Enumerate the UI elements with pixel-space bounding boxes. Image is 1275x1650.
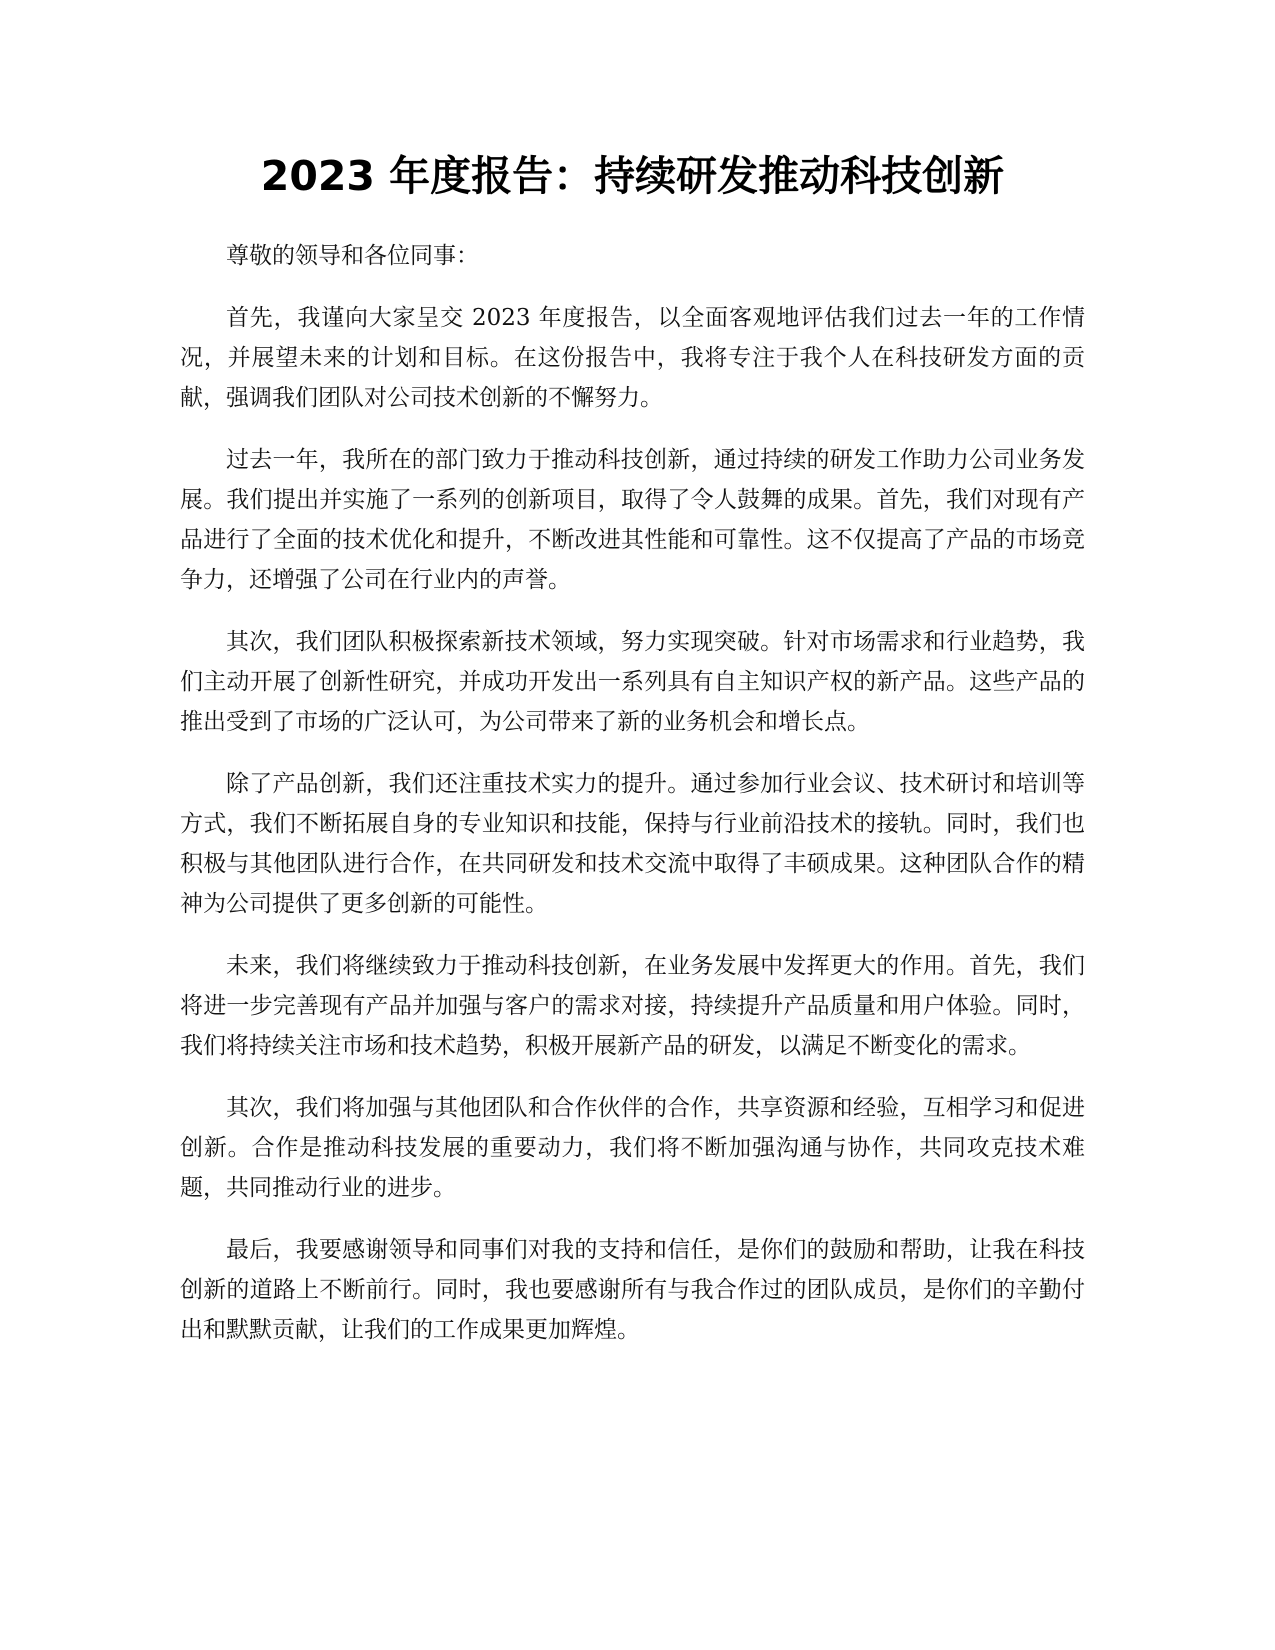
- paragraph-introduction: 首先，我谨向大家呈交 2023 年度报告，以全面客观地评估我们过去一年的工作情况，并展望未来的计划和目标。在这份报告中，我将专注于我个人在科技研发方面的贡献，强调我们团队对公司技术创新的不懈努力。: [180, 305, 1085, 411]
- paragraph-past-year: 过去一年，我所在的部门致力于推动科技创新，通过持续的研发工作助力公司业务发展。我们提出并实施了一系列的创新项目，取得了令人鼓舞的成果。首先，我们对现有产品进行了全面的技术优化和提升，不断改进其性能和可靠性。这不仅提高了产品的市场竞争力，还增强了公司在行业内的声誉。: [180, 447, 1085, 593]
- document-title: 2023 年度报告：持续研发推动科技创新: [260, 152, 1005, 200]
- paragraph-salutation: 尊敬的领导和各位同事：: [226, 243, 479, 269]
- paragraph-future-plans: 未来，我们将继续致力于推动科技创新，在业务发展中发挥更大的作用。首先，我们将进一步完善现有产品并加强与客户的需求对接，持续提升产品质量和用户体验。同时，我们将持续关注市场和技术趋势，积极开展新产品的研发，以满足不断变化的需求。: [180, 953, 1085, 1059]
- document-page: [180, 0, 1085, 1650]
- paragraph-technical-strength: 除了产品创新，我们还注重技术实力的提升。通过参加行业会议、技术研讨和培训等方式，我们不断拓展自身的专业知识和技能，保持与行业前沿技术的接轨。同时，我们也积极与其他团队进行合作，在共同研发和技术交流中取得了丰硕成果。这种团队合作的精神为公司提供了更多创新的可能性。: [180, 771, 1085, 917]
- document-body: [180, 236, 1085, 1372]
- paragraph-collaboration: 其次，我们将加强与其他团队和合作伙伴的合作，共享资源和经验，互相学习和促进创新。合作是推动科技发展的重要动力，我们将不断加强沟通与协作，共同攻克技术难题，共同推动行业的进步。: [180, 1095, 1085, 1201]
- paragraph-acknowledgements: 最后，我要感谢领导和同事们对我的支持和信任，是你们的鼓励和帮助，让我在科技创新的道路上不断前行。同时，我也要感谢所有与我合作过的团队成员，是你们的辛勤付出和默默贡献，让我们的工作成果更加辉煌。: [180, 1237, 1085, 1343]
- paragraph-new-technology: 其次，我们团队积极探索新技术领域，努力实现突破。针对市场需求和行业趋势，我们主动开展了创新性研究，并成功开发出一系列具有自主知识产权的新产品。这些产品的推出受到了市场的广泛认可，为公司带来了新的业务机会和增长点。: [180, 629, 1085, 735]
